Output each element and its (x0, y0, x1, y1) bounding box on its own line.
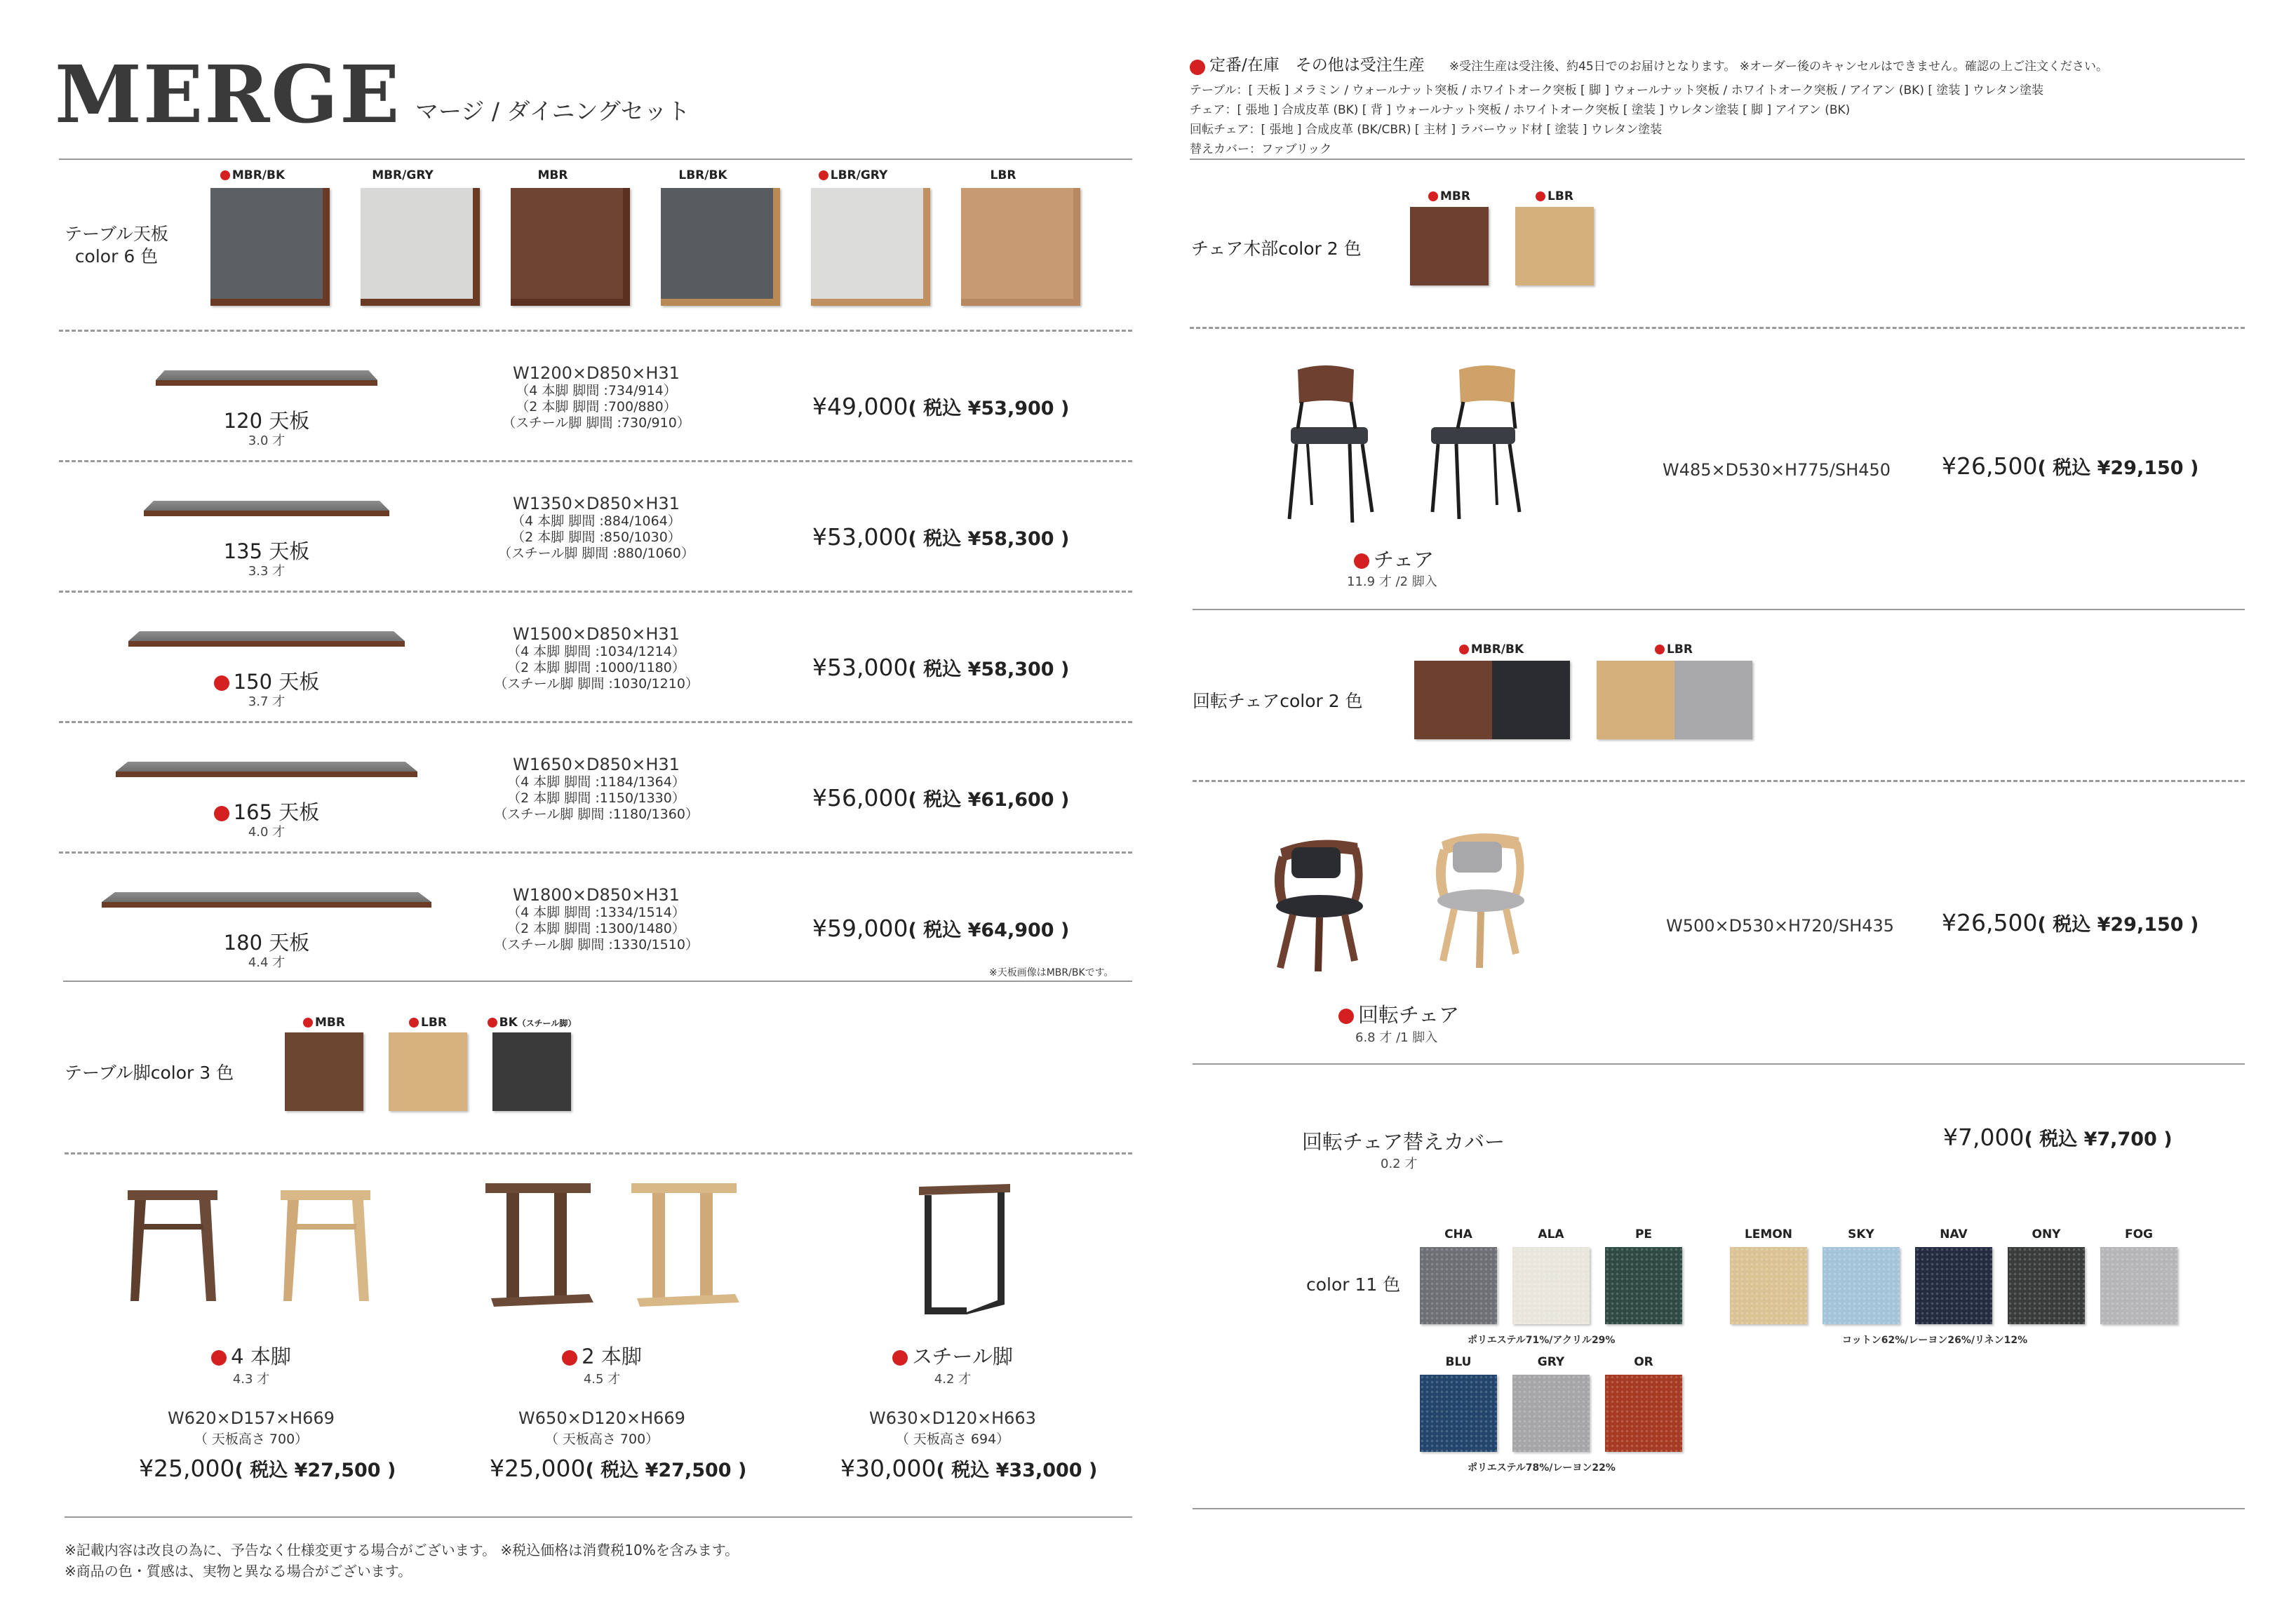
tabletop-weight: 3.7 才 (248, 694, 286, 709)
stock-dot-icon (220, 170, 230, 180)
fabric-label: GRY (1537, 1355, 1565, 1369)
leg-price: ¥25,000( 税込 ¥27,500 ) (490, 1455, 747, 1482)
tabletop-color-label: テーブル天板 color 6 色 (65, 224, 168, 267)
tabletop-swatch (361, 188, 480, 306)
cover-price: ¥7,000( 税込 ¥7,700 ) (1943, 1124, 2173, 1151)
fabric-swatch (2008, 1247, 2085, 1324)
swatch-label: BK（スチール脚） (462, 1016, 602, 1030)
swivel-chair-name: 回転チェア (1338, 999, 1459, 1028)
tabletop-price: ¥59,000( 税込 ¥64,900 ) (812, 915, 1070, 942)
swatch-label: LBR (990, 168, 1016, 182)
fabric-label: BLU (1445, 1355, 1472, 1369)
swivel-color-swatch (1597, 661, 1752, 739)
board-edge (156, 380, 377, 386)
leg-height: （ 天板高さ 694） (895, 1432, 1010, 1447)
stock-dot-icon (1536, 191, 1545, 201)
board-top (102, 892, 431, 902)
chair-lbr (1431, 365, 1519, 519)
cover-color-label: color 11 色 (1306, 1274, 1401, 1295)
divider (1193, 1508, 2245, 1509)
leg-name: 4 本脚 (146, 1341, 356, 1370)
leg-height: （ 天板高さ 700） (194, 1432, 309, 1447)
fabric-swatch (1512, 1247, 1590, 1324)
board-edge (144, 511, 389, 516)
fabric-swatch (1420, 1247, 1497, 1324)
swivel-seat-part (1674, 661, 1752, 739)
leg-color-swatch (389, 1032, 467, 1111)
leg-spec: W620×D157×H669 (168, 1408, 335, 1428)
fabric-label: ALA (1538, 1227, 1564, 1241)
tabletop-swatch (961, 188, 1080, 306)
leg-price: ¥25,000( 税込 ¥27,500 ) (139, 1455, 396, 1482)
tabletop-weight: 4.4 才 (248, 955, 286, 970)
chair-wood-label: チェア木部color 2 色 (1191, 238, 1362, 259)
tabletop-price: ¥53,000( 税込 ¥58,300 ) (812, 523, 1070, 551)
fabric-label: OR (1634, 1355, 1653, 1369)
fabric-note-3: ポリエステル78%/レーヨン22% (1468, 1462, 1616, 1474)
swivel-wood-part (1414, 661, 1492, 739)
fabric-note-1: ポリエステル71%/アクリル29% (1468, 1335, 1616, 1346)
leg-name: スチール脚 (847, 1341, 1058, 1370)
swatch-label: LBR (358, 1016, 498, 1030)
swatch-label: LBR (1484, 189, 1625, 203)
stock-dot-icon (892, 1350, 908, 1366)
fabric-label: PE (1634, 1227, 1653, 1241)
swivel-chair-mbr (1275, 840, 1363, 972)
swivel-chair-spec: W500×D530×H720/SH435 (1666, 916, 1895, 936)
divider (59, 460, 1132, 462)
swivel-chair-lbr (1436, 833, 1524, 968)
divider (65, 1516, 1132, 1518)
cover-weight: 0.2 才 (1381, 1157, 1418, 1171)
brand-title: MERGE (55, 49, 401, 141)
board-edge (102, 902, 431, 908)
swatch-label: MBR/GRY (372, 168, 434, 182)
swivel-seat-part (1492, 661, 1570, 739)
chair-wood-swatch (1410, 207, 1489, 285)
tabletop-swatch (811, 188, 930, 306)
swivel-color-label: 回転チェアcolor 2 色 (1193, 691, 1363, 711)
fabric-label: SKY (1848, 1227, 1874, 1241)
swatch-label: MBR (1379, 189, 1519, 203)
leg-spec: W630×D120×H663 (869, 1408, 1036, 1428)
leg-weight: 4.3 才 (232, 1372, 270, 1387)
tabletop-price: ¥56,000( 税込 ¥61,600 ) (812, 784, 1070, 812)
spec-line-cover: 替えカバー：ファブリック (1190, 142, 1332, 156)
tabletop-name: 135 天板 (223, 539, 310, 563)
four-leg-image (126, 1189, 386, 1308)
chair-weight: 11.9 才 /2 脚入 (1347, 574, 1437, 589)
tabletop-price: ¥49,000( 税込 ¥53,900 ) (812, 393, 1070, 420)
tabletop-board (156, 370, 377, 386)
tabletop-name: 120 天板 (223, 409, 310, 433)
fabric-swatch (1512, 1375, 1590, 1452)
fabric-swatch (1605, 1375, 1682, 1452)
tabletop-spec: W1650×D850×H31 （4 本脚 脚間 :1184/1364） （2 本脚 脚間 :1150/1330） （スチール脚 脚間 :1180/1360） (494, 755, 699, 822)
walnut-four-leg (128, 1190, 217, 1301)
divider (59, 159, 1132, 160)
chair-wood-swatch (1515, 207, 1594, 285)
divider (1193, 780, 2245, 782)
leg-color-swatch (492, 1032, 571, 1111)
tabletop-weight: 3.0 才 (248, 433, 286, 448)
stock-dot-icon (214, 806, 229, 821)
divider (59, 721, 1132, 723)
footer-note: ※記載内容は改良の為に、予告なく仕様変更する場合がございます。 ※税込価格は消費税10%を含みます。 ※商品の色・質感は、実物と異なる場合がございます。 (65, 1542, 739, 1580)
board-top (116, 762, 417, 772)
brand-subtitle: マージ / ダイニングセット (415, 97, 690, 125)
fabric-swatch (2100, 1247, 2177, 1324)
spec-line-swivel: 回転チェア：[ 張地 ] 合成皮革 (BK/CBR) [ 主材 ] ラバーウッド材 [ 塗装 ] ウレタン塗装 (1190, 123, 1663, 137)
leg-weight: 4.5 才 (583, 1372, 621, 1387)
chair-spec: W485×D530×H775/SH450 (1663, 460, 1891, 480)
cover-name: 回転チェア替えカバー (1302, 1130, 1505, 1154)
stock-legend: 定番/在庫 その他は受注生産 ※受注生産は受注後、約45日でのお届けとなります。 ※オーダー後のキャンセルはできません。確認の上ご注文ください。 (1190, 52, 2108, 75)
chair-name: チェア (1354, 544, 1434, 573)
stock-dot-icon (488, 1018, 497, 1028)
swatch-label: LBR/GRY (783, 168, 923, 182)
leg-name: 2 本脚 (497, 1341, 707, 1370)
fabric-swatch (1605, 1247, 1682, 1324)
steel-leg-image (919, 1184, 1017, 1321)
tabletop-board (116, 762, 417, 777)
stock-dot-icon (1190, 60, 1205, 75)
leg-weight: 4.2 才 (934, 1372, 972, 1387)
divider (1193, 609, 2245, 610)
fabric-label: NAV (1940, 1227, 1968, 1241)
stock-dot-icon (1655, 645, 1665, 654)
swatch-label: LBR/BK (678, 168, 727, 182)
tabletop-name: 165 天板 (161, 797, 372, 826)
swatch-label: MBR/BK (1421, 642, 1562, 656)
swatch-label: LBR (1604, 642, 1744, 656)
tabletop-swatch (511, 188, 630, 306)
divider (59, 851, 1132, 854)
tabletop-swatch (210, 188, 330, 306)
spec-line-chair: チェア：[ 張地 ] 合成皮革 (BK) [ 背 ] ウォールナット突板 / ホワイトオーク突板 [ 塗装 ] ウレタン塗装 [ 脚 ] アイアン (BK) (1190, 103, 1851, 117)
stock-dot-icon (303, 1018, 313, 1028)
stock-dot-icon (1428, 191, 1438, 201)
walnut-two-leg (485, 1183, 593, 1307)
board-top (144, 501, 389, 511)
stock-dot-icon (211, 1350, 227, 1366)
leg-spec: W650×D120×H669 (518, 1408, 685, 1428)
tabletop-price: ¥53,000( 税込 ¥58,300 ) (812, 654, 1070, 681)
tabletop-weight: 4.0 才 (248, 825, 286, 840)
divider (59, 330, 1132, 332)
divider (65, 1152, 1132, 1154)
tabletop-spec: W1800×D850×H31 （4 本脚 脚間 :1334/1514） （2 本脚 脚間 :1300/1480） （スチール脚 脚間 :1330/1510） (494, 885, 699, 952)
tabletop-name: 180 天板 (223, 931, 310, 955)
spec-line-table: テーブル：[ 天板 ] メラミン / ウォールナット突板 / ホワイトオーク突板 [ 脚 ] ウォールナット突板 / ホワイトオーク突板 / アイアン (BK) [ 塗装 ] ウレタン塗装 (1190, 83, 2044, 97)
tabletop-board (102, 892, 431, 908)
fabric-swatch (1822, 1247, 1900, 1324)
swatch-label: MBR/BK (182, 168, 323, 182)
tabletop-spec: W1500×D850×H31 （4 本脚 脚間 :1034/1214） （2 本脚 脚間 :1000/1180） （スチール脚 脚間 :1030/1210） (494, 624, 699, 692)
divider (1190, 159, 2245, 160)
board-top (128, 631, 405, 641)
swivel-chair-weight: 6.8 才 /1 脚入 (1355, 1030, 1438, 1045)
stock-dot-icon (819, 170, 828, 180)
tabletop-spec: W1200×D850×H31 （4 本脚 脚間 :734/914） （2 本脚 脚間 :700/880） （スチール脚 脚間 :730/910） (502, 363, 690, 431)
fabric-label: LEMON (1744, 1227, 1793, 1241)
leg-color-label: テーブル脚color 3 色 (65, 1063, 234, 1083)
tabletop-board (128, 631, 405, 647)
stock-dot-icon (1338, 1009, 1354, 1024)
board-edge (116, 772, 417, 777)
oak-four-leg (281, 1190, 370, 1301)
fabric-swatch (1420, 1375, 1497, 1452)
divider (59, 591, 1132, 593)
swivel-chair-image (1259, 828, 1554, 975)
fabric-label: CHA (1444, 1227, 1472, 1241)
divider (1190, 327, 2245, 329)
chair-image (1249, 361, 1543, 523)
stock-dot-icon (409, 1018, 419, 1028)
swivel-color-swatch (1414, 661, 1570, 739)
fabric-label: ONY (2032, 1227, 2061, 1241)
board-edge (128, 641, 405, 647)
tabletop-board (144, 501, 389, 516)
oak-two-leg (631, 1183, 739, 1307)
fabric-label: FOG (2124, 1227, 2154, 1241)
board-top (156, 370, 377, 380)
swatch-label: MBR (254, 1016, 394, 1030)
tabletop-swatch (661, 188, 780, 306)
leg-height: （ 天板高さ 700） (544, 1432, 659, 1447)
chair-price: ¥26,500( 税込 ¥29,150 ) (1942, 452, 2199, 480)
leg-color-swatch (285, 1032, 363, 1111)
fabric-swatch (1915, 1247, 1992, 1324)
swivel-wood-part (1597, 661, 1674, 739)
tabletop-name: 150 天板 (161, 666, 372, 695)
fabric-swatch (1730, 1247, 1807, 1324)
stock-dot-icon (214, 675, 229, 691)
tabletop-spec: W1350×D850×H31 （4 本脚 脚間 :884/1064） （2 本脚 脚間 :850/1030） （スチール脚 脚間 :880/1060） (498, 494, 694, 561)
chair-mbr (1289, 365, 1372, 523)
stock-dot-icon (1459, 645, 1469, 654)
fabric-note-2: コットン62%/レーヨン26%/リネン12% (1842, 1335, 2028, 1346)
swivel-chair-price: ¥26,500( 税込 ¥29,150 ) (1942, 909, 2199, 936)
tabletop-weight: 3.3 才 (248, 564, 286, 579)
stock-dot-icon (1354, 553, 1369, 569)
divider (1193, 1063, 2245, 1065)
swatch-label: MBR (537, 168, 568, 182)
two-leg-image (484, 1182, 744, 1312)
tabletop-note: ※天板画像はMBR/BKです。 (989, 967, 1114, 978)
divider (63, 981, 1132, 982)
stock-dot-icon (562, 1350, 577, 1366)
leg-price: ¥30,000( 税込 ¥33,000 ) (840, 1455, 1098, 1482)
